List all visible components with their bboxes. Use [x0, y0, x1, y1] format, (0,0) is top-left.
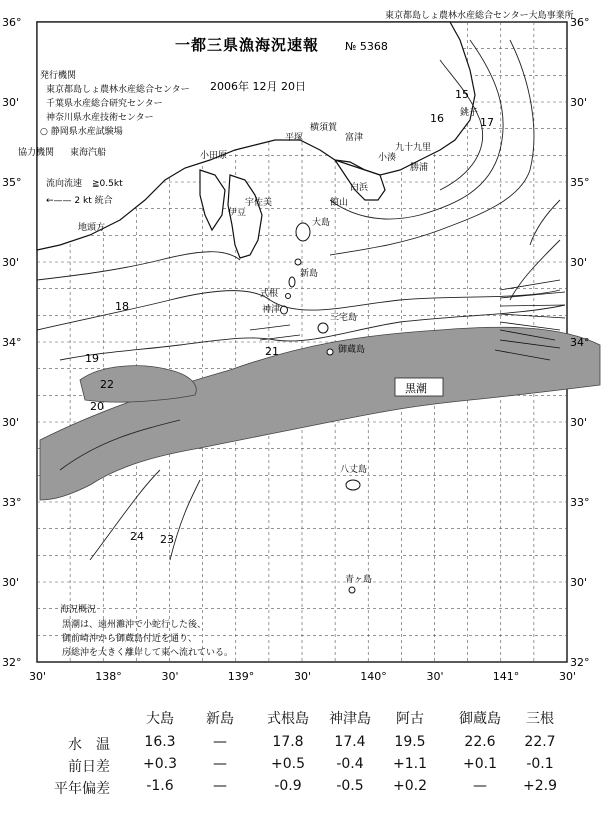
table-cell: -0.9 — [274, 778, 302, 794]
lat-label-left: 30' — [2, 416, 20, 429]
station-header: 式根島 — [267, 711, 309, 727]
place-label: 九十九里 — [395, 143, 432, 153]
note-line-1: 黒潮は、遠州灘沖で小蛇行した後、 — [62, 620, 207, 630]
contour-label: 18 — [115, 300, 129, 313]
lon-label: 140° — [360, 670, 387, 683]
place-label: 宇佐美 — [245, 198, 273, 208]
lon-label: 30' — [161, 670, 179, 683]
issuer-2: 千葉県水産総合研究センター — [46, 99, 163, 109]
coop-value: 東海汽船 — [70, 148, 107, 158]
station-header: 三根 — [526, 711, 554, 727]
lat-label-left: 30' — [2, 256, 20, 269]
table-cell: +0.1 — [463, 756, 497, 772]
place-label: 式根 — [260, 289, 279, 299]
place-label: 大島 — [312, 218, 331, 228]
lat-label-left: 30' — [2, 96, 20, 109]
lat-label-left: 32° — [2, 656, 22, 669]
lat-label-right: 33° — [570, 496, 590, 509]
place-label: 小湊 — [378, 153, 397, 163]
lat-label-left: 35° — [2, 176, 22, 189]
contour-label: 21 — [265, 345, 279, 358]
table-cell: +2.9 — [523, 778, 557, 794]
contour-label: 23 — [160, 533, 174, 546]
lon-label: 30' — [559, 670, 577, 683]
lat-label-right: 35° — [570, 176, 590, 189]
coop-label: 協力機関 — [18, 148, 55, 158]
longitude-labels — [29, 670, 576, 683]
table-cell: 22.6 — [464, 734, 496, 750]
legend-scale: ←—— 2 kt 統合 — [46, 196, 113, 206]
lat-label-right: 36° — [570, 16, 590, 29]
aogashima-island — [349, 587, 355, 593]
table-row-label: 前日差 — [68, 759, 110, 775]
lat-label-left: 30' — [2, 576, 20, 589]
contour-label: 16 — [430, 112, 444, 125]
table-cell: +0.3 — [143, 756, 177, 772]
station-header: 新島 — [206, 711, 234, 727]
lat-label-right: 30' — [570, 256, 588, 269]
lat-label-left: 33° — [2, 496, 22, 509]
water-temp-table — [0, 700, 615, 810]
table-cell: -1.6 — [146, 778, 174, 794]
note-label: 海況概況 — [60, 605, 97, 615]
station-header: 神津島 — [329, 711, 371, 727]
kuroshio-label: 黒潮 — [405, 382, 427, 395]
lat-label-right: 30' — [570, 416, 588, 429]
place-label: 平塚 — [285, 133, 304, 143]
legend-current-label: 流向流速 — [46, 179, 83, 189]
oshima-island — [296, 223, 310, 241]
place-label: 小田原 — [200, 151, 228, 161]
table-cell: -0.4 — [336, 756, 364, 772]
toshima-island — [295, 259, 301, 265]
table-row-label: 水 温 — [68, 737, 110, 753]
miyake-island — [318, 323, 328, 333]
place-label: 横須賀 — [310, 123, 338, 133]
lat-label-right: 34° — [570, 336, 590, 349]
legend-speed-label: ≧0.5kt — [92, 179, 123, 189]
table-cell: — — [213, 734, 227, 750]
note-line-3: 房総沖を大きく離岸して東へ流れている。 — [62, 648, 234, 658]
place-label: 八丈島 — [340, 465, 368, 475]
note-line-2: 御前崎沖から御蔵島付近を通り、 — [62, 634, 198, 644]
contour-label: 24 — [130, 530, 144, 543]
lat-label-left: 34° — [2, 336, 22, 349]
table-cell: -0.1 — [526, 756, 554, 772]
issue-date: 2006年 12月 20日 — [210, 80, 306, 93]
place-label: 青ヶ島 — [345, 575, 373, 585]
lon-label: 138° — [95, 670, 122, 683]
contour-label: 20 — [90, 400, 104, 413]
niijima-island — [289, 277, 295, 287]
issuer-4: ○ 静岡県水産試験場 — [40, 127, 123, 137]
station-header: 阿古 — [396, 711, 424, 727]
place-label: 勝浦 — [410, 163, 429, 173]
place-label: 新島 — [300, 269, 319, 279]
table-cell: 17.8 — [272, 734, 304, 750]
lat-label-right: 30' — [570, 96, 588, 109]
place-label: 三宅島 — [330, 313, 358, 323]
place-label: 銚子 — [460, 108, 479, 118]
place-label: 御蔵島 — [338, 345, 366, 355]
table-cell: +0.2 — [393, 778, 427, 794]
place-label: 神津 — [262, 305, 281, 315]
lon-label: 141° — [492, 670, 520, 683]
lon-label: 30' — [29, 670, 47, 683]
table-cell: +0.5 — [271, 756, 305, 772]
table-cell: 22.7 — [524, 734, 556, 750]
table-cell: — — [473, 778, 487, 794]
station-header: 御蔵島 — [459, 711, 501, 727]
station-header: 大島 — [146, 711, 174, 727]
table-cell: -0.5 — [336, 778, 364, 794]
contour-label: 15 — [455, 88, 469, 101]
place-label: 白浜 — [350, 183, 369, 193]
map-title: 一都三県漁海況速報 — [175, 36, 320, 54]
table-cell: — — [213, 756, 227, 772]
shikine-island — [286, 294, 291, 299]
table-cell: 16.3 — [144, 734, 176, 750]
issue-number: № 5368 — [345, 40, 388, 53]
lon-label: 30' — [294, 670, 312, 683]
table-cell: 19.5 — [394, 734, 426, 750]
lon-label: 30' — [426, 670, 444, 683]
place-label: 館山 — [330, 198, 349, 208]
corner-note: 東京都島しょ農林水産総合センター大島事業所 — [385, 11, 574, 21]
table-row-label: 平年偏差 — [54, 781, 110, 797]
hachijo-island — [346, 480, 360, 490]
issuer-3: 神奈川県水産技術センター — [46, 113, 154, 123]
place-label: 富津 — [345, 133, 364, 143]
lat-label-left: 36° — [2, 16, 22, 29]
contour-label: 17 — [480, 116, 494, 129]
table-cell: +1.1 — [393, 756, 427, 772]
place-label: 伊豆 — [228, 208, 247, 218]
table-cell: — — [213, 778, 227, 794]
place-label: 地頭方 — [78, 223, 106, 233]
table-cell: 17.4 — [334, 734, 366, 750]
contour-label: 22 — [100, 378, 114, 391]
lon-label: 139° — [227, 670, 255, 683]
issuer-1: 東京都島しょ農林水産総合センター — [46, 85, 190, 95]
mikura-island — [327, 349, 333, 355]
lat-label-right: 30' — [570, 576, 588, 589]
contour-label: 19 — [85, 352, 99, 365]
issuers-label: 発行機関 — [40, 71, 77, 81]
lat-label-right: 32° — [570, 656, 590, 669]
